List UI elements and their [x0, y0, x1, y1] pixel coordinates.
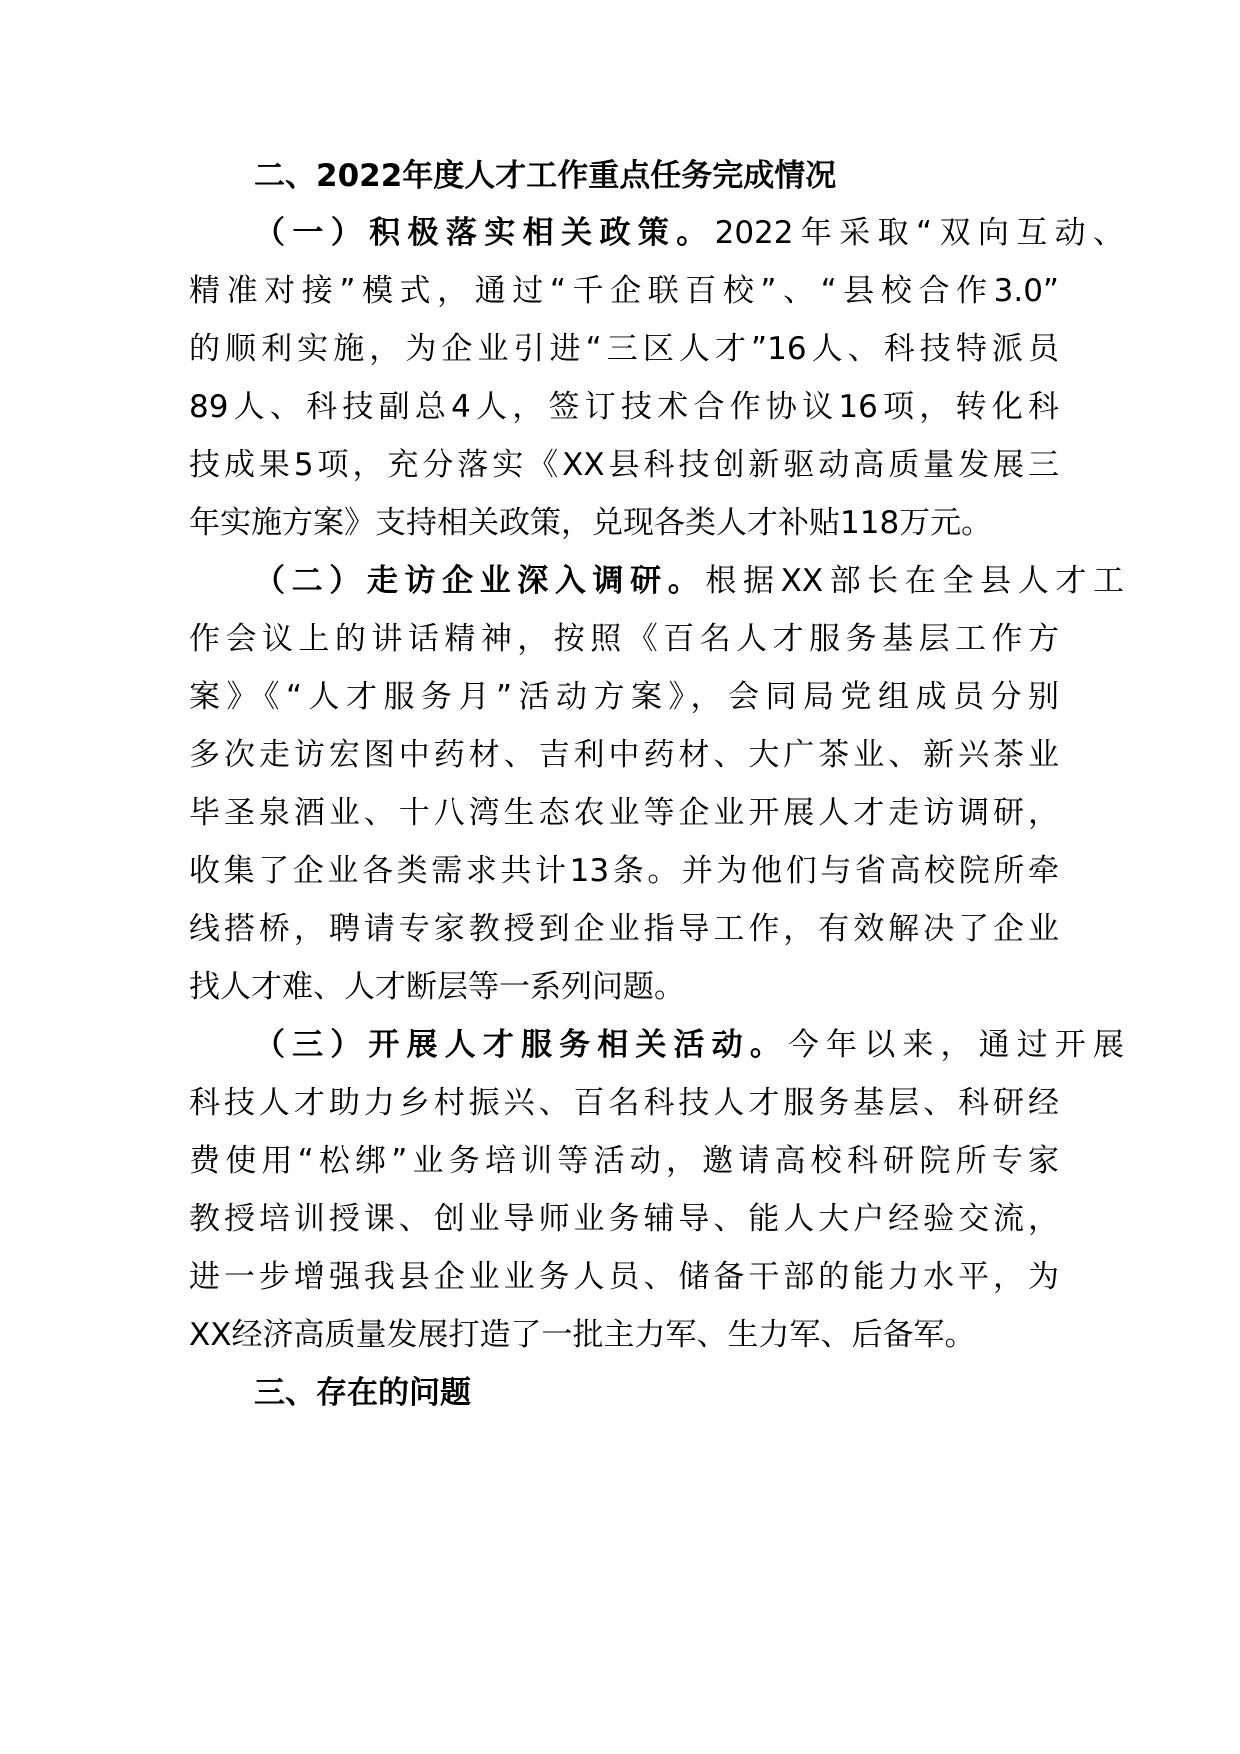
paragraph-line: 作会议上的讲话精神，按照《百名人才服务基层工作方 [189, 621, 1059, 657]
paragraph-line: 进一步增强我县企业业务人员、储备干部的能力水平，为 [189, 1259, 1059, 1295]
subsection-title-3: （三）开展人才服务相关活动。 [254, 1027, 788, 1063]
paragraph-text: 根据XX部长在全县人才工 [705, 563, 1124, 599]
paragraph-line: 多次走访宏图中药材、吉利中药材、大广茶业、新兴茶业 [189, 737, 1059, 773]
subsection-title-2: （二）走访企业深入调研。 [254, 563, 706, 599]
paragraph-line: 技成果5项，充分落实《XX县科技创新驱动高质量发展三 [189, 447, 1059, 483]
subsection-title-1: （一）积极落实相关政策。 [254, 215, 715, 251]
paragraph-line: 精准对接”模式，通过“千企联百校”、“县校合作3.0” [189, 273, 1059, 309]
paragraph-line [254, 1025, 1124, 1065]
paragraph-line: 的顺利实施，为企业引进“三区人才”16人、科技特派员 [189, 331, 1059, 367]
paragraph-line: 教授培训授课、创业导师业务辅导、能人大户经验交流， [189, 1201, 1059, 1237]
paragraph-line: 科技人才助力乡村振兴、百名科技人才服务基层、科研经 [189, 1085, 1059, 1121]
paragraph-line: 年实施方案》支持相关政策，兑现各类人才补贴118万元。 [189, 505, 993, 541]
paragraph-line [254, 561, 1124, 601]
paragraph-line: XX经济高质量发展打造了一批主力军、生力军、后备军。 [189, 1317, 976, 1353]
paragraph-line: 毕圣泉酒业、十八湾生态农业等企业开展人才走访调研， [189, 795, 1059, 831]
paragraph-line [254, 213, 1124, 253]
section-heading-2: 二、2022年度人才工作重点任务完成情况 [254, 158, 837, 194]
paragraph-line: 线搭桥，聘请专家教授到企业指导工作，有效解决了企业 [189, 911, 1059, 947]
paragraph-line: 案》《“人才服务月”活动方案》，会同局党组成员分别 [189, 679, 1059, 715]
paragraph-line: 找人才难、人才断层等一系列问题。 [189, 969, 685, 1005]
paragraph-text: 今年以来，通过开展 [787, 1027, 1125, 1063]
section-heading-3: 三、存在的问题 [254, 1375, 471, 1411]
paragraph-text: 2022年采取“双向互动、 [714, 215, 1125, 251]
paragraph-line: 89人、科技副总4人，签订技术合作协议16项，转化科 [189, 389, 1059, 425]
paragraph-line: 费使用“松绑”业务培训等活动，邀请高校科研院所专家 [189, 1143, 1059, 1179]
paragraph-line: 收集了企业各类需求共计13条。并为他们与省高校院所牵 [189, 853, 1059, 889]
